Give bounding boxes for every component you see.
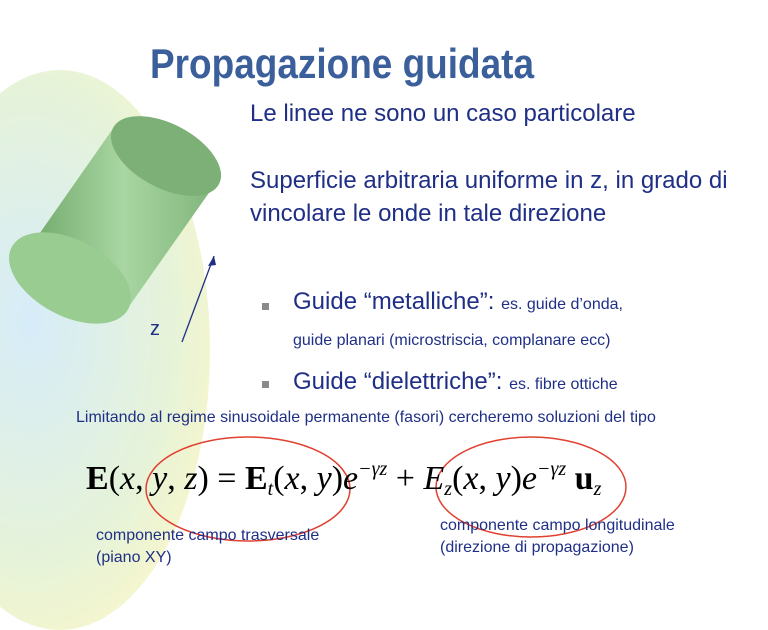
limit-text: Limitando al regime sinusoidale permanente (fasori) cercheremo soluzioni del tipo — [76, 409, 656, 426]
z-axis-arrowhead — [208, 256, 216, 266]
subtitle-line: Le linee ne sono un caso particolare — [250, 100, 636, 127]
slide-title: Propagazione guidata — [150, 40, 535, 87]
bullet-metallic-small: es. guide d’onda, — [501, 296, 623, 313]
caption-longitudinal-line1: componente campo longitudinale — [440, 517, 675, 534]
caption-longitudinal-line2: (direzione di propagazione) — [440, 539, 634, 556]
bullet-marker — [262, 381, 269, 388]
bullet-dielectric-main: Guide “dielettriche”: — [293, 368, 503, 395]
field-equation: E(x, y, $z) = E_t(x$, $y)e^{-\gamma z} + E_z(x$, $y)e^{-\gamma z}$ $u_z$ — [86, 458, 602, 500]
bullet-metallic-continuation: guide planari (microstriscia, complanare ecc) — [293, 332, 611, 349]
z-axis-label: z — [150, 318, 160, 340]
cylinder — [0, 100, 234, 343]
caption-transverse-line2: (piano XY) — [96, 549, 172, 566]
description-paragraph: Superficie arbitraria uniforme in z, in grado di vincolare le onde in tale direzione — [250, 167, 728, 227]
caption-transverse-line1: componente campo trasversale — [96, 527, 320, 544]
caption-transverse — [96, 525, 416, 569]
caption-longitudinal — [440, 515, 760, 559]
bullet-metallic — [293, 288, 623, 316]
bullet-metallic-main: Guide “metalliche”: — [293, 288, 495, 315]
bullet-marker — [262, 303, 269, 310]
z-axis-line — [182, 256, 214, 342]
bullet-dielectric — [293, 368, 618, 396]
bullet-dielectric-small: es. fibre ottiche — [509, 376, 618, 393]
